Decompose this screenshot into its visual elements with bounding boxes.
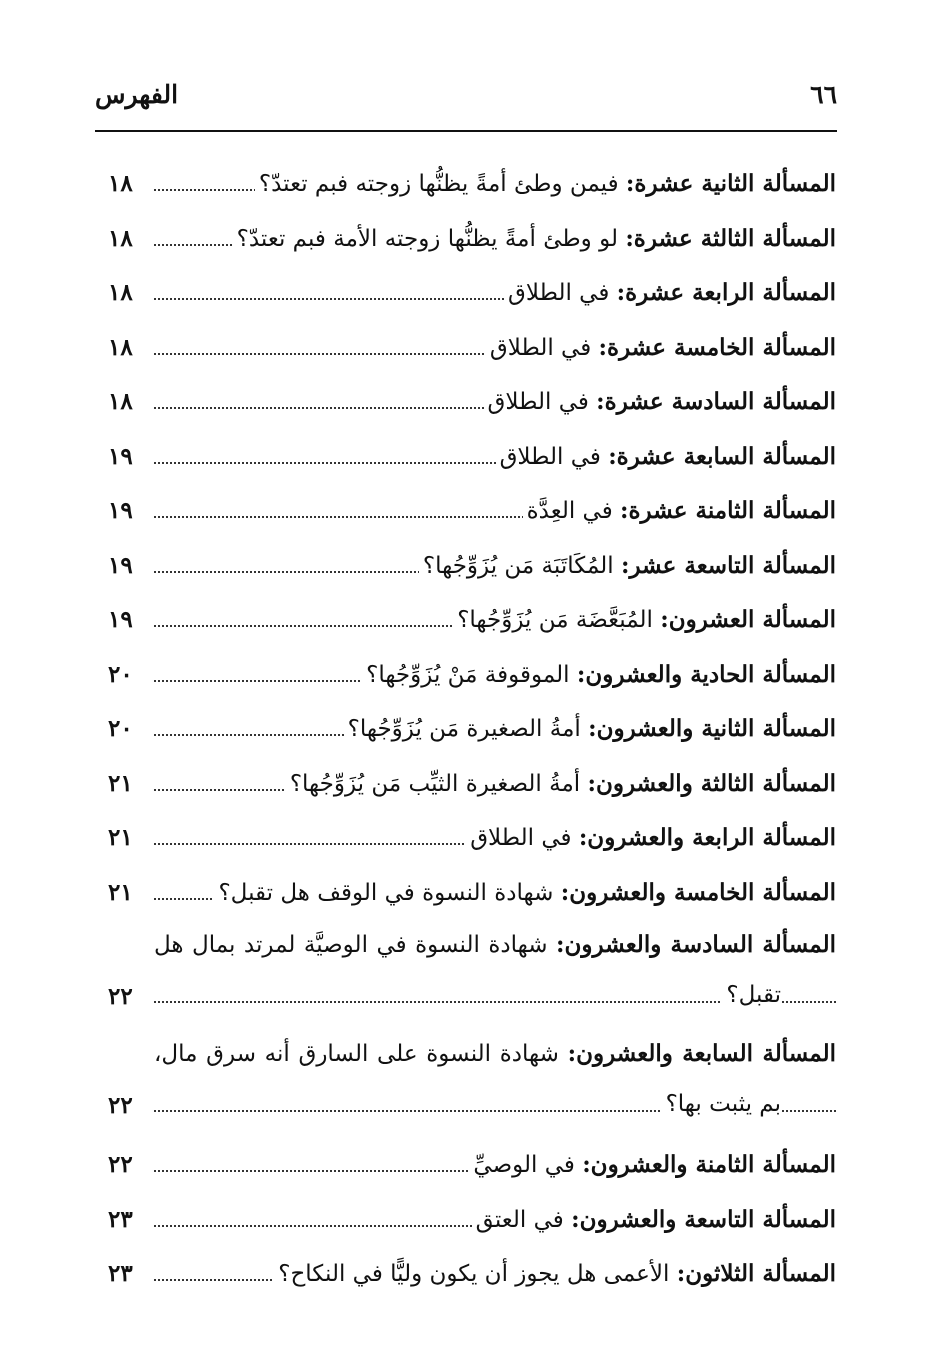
entry-label: المسألة الحادية والعشرون: — [576, 660, 836, 688]
toc-entry — [108, 485, 836, 540]
entry-label: المسألة الثالثة عشرة: — [625, 224, 836, 252]
entry-page-number: ٢٠ — [108, 660, 133, 688]
entry-page-number: ٢١ — [108, 769, 133, 797]
entry-page-number: ١٨ — [108, 388, 133, 415]
entry-label: المسألة السادسة عشرة: — [596, 388, 836, 415]
toc-entry — [108, 758, 836, 813]
section-title: الفهرس — [95, 80, 179, 109]
entry-text: شهادة النسوة في الوقف هل تقبل؟ — [218, 879, 554, 906]
entry-text: في الطلاق — [487, 389, 589, 415]
entry-label: المسألة الثلاثون: — [676, 1260, 836, 1287]
entry-page-number: ١٩ — [108, 606, 133, 633]
entry-text: لو وطئ أمةً يظنُّها زوجته الأمة فبم تعتدّ؟ — [236, 225, 618, 252]
entry-text: في الطلاق — [489, 334, 592, 361]
toc-entry — [108, 867, 836, 922]
entry-label: المسألة الثامنة عشرة: — [620, 497, 836, 524]
toc-entry — [108, 649, 836, 704]
entry-page-number: ٢٢ — [108, 1092, 133, 1119]
entry-page-number: ٢٣ — [108, 1205, 133, 1233]
entry-label: المسألة الثالثة والعشرون: — [587, 769, 836, 797]
toc-entry — [108, 322, 836, 377]
entry-text: المُكَاتَبَة مَن يُزَوِّجُها؟ — [422, 552, 614, 579]
toc-entry — [108, 1030, 836, 1139]
entry-label: المسألة الرابعة والعشرون: — [578, 824, 836, 851]
entry-text-continued: تقبل؟ — [722, 977, 781, 1013]
entry-label: المسألة التاسعة عشر: — [620, 551, 836, 579]
entry-text: الأعمى هل يجوز أن يكون وليًّا في النكاح؟ — [278, 1261, 670, 1287]
toc-entry — [108, 1194, 836, 1249]
page-number: ٦٦ — [810, 80, 837, 109]
entry-text: شهادة النسوة في الوصيَّة لمرتد بمال هل — [154, 932, 548, 958]
entry-text: في الطلاق — [499, 443, 601, 470]
toc-entry — [108, 158, 836, 213]
entry-page-number: ٢٢ — [108, 983, 133, 1010]
entry-text: أمةُ الصغيرة الثيِّب مَن يُزَوِّجُها؟ — [289, 770, 581, 797]
entry-page-number: ٢٢ — [108, 1151, 133, 1178]
entry-label: المسألة السادسة والعشرون: — [556, 931, 836, 958]
entry-page-number: ١٩ — [108, 497, 133, 524]
entry-label: المسألة السابعة عشرة: — [608, 442, 836, 470]
entry-text: الموقوفة مَنْ يُزَوِّجُها؟ — [366, 661, 570, 688]
entry-page-number: ١٩ — [108, 551, 133, 579]
toc-entry — [108, 703, 836, 758]
toc-entry — [108, 921, 836, 1030]
entry-page-number: ٢١ — [108, 878, 133, 906]
toc-entry — [108, 1248, 836, 1303]
entry-label: المسألة التاسعة والعشرون: — [571, 1205, 836, 1233]
entry-text: في الطلاق — [508, 280, 610, 306]
entry-text: شهادة النسوة على السارق أنه سرق مال، — [154, 1041, 559, 1067]
toc-entry — [108, 431, 836, 486]
entry-text: فيمن وطئ أمةً يظنُّها زوجته فبم تعتدّ؟ — [258, 171, 619, 197]
entry-page-number: ١٨ — [108, 170, 133, 197]
toc-entry — [108, 1139, 836, 1194]
entry-label: المسألة الثانية عشرة: — [625, 170, 836, 197]
page-header — [95, 70, 837, 132]
entry-text: في العِدَّة — [526, 498, 613, 524]
toc-entry — [108, 267, 836, 322]
entry-text: في الوصيِّ — [473, 1152, 575, 1178]
entry-label: المسألة العشرون: — [660, 606, 836, 633]
entry-label: المسألة الثانية والعشرون: — [588, 715, 836, 742]
entry-page-number: ١٨ — [108, 333, 133, 361]
entry-page-number: ٢٠ — [108, 715, 133, 742]
entry-page-number: ١٨ — [108, 279, 133, 306]
entry-label: المسألة الثامنة والعشرون: — [582, 1151, 836, 1178]
entry-text: في الطلاق — [470, 825, 572, 851]
entry-label: المسألة الخامسة والعشرون: — [560, 878, 836, 906]
entry-text: المُبَعَّضَة مَن يُزَوِّجُها؟ — [457, 607, 653, 633]
entry-label: المسألة الرابعة عشرة: — [616, 279, 836, 306]
toc-entry — [108, 540, 836, 595]
entry-page-number: ٢٣ — [108, 1260, 133, 1287]
entry-label: المسألة الخامسة عشرة: — [598, 333, 836, 361]
entry-text-continued: بم يثبت بها؟ — [662, 1086, 781, 1122]
entry-page-number: ١٨ — [108, 224, 133, 252]
toc-entry — [108, 812, 836, 867]
table-of-contents — [108, 158, 836, 1303]
entry-label: المسألة السابعة والعشرون: — [567, 1040, 836, 1067]
entry-text: في العتق — [475, 1206, 564, 1233]
entry-page-number: ٢١ — [108, 824, 133, 851]
entry-text: أمةُ الصغيرة مَن يُزَوِّجُها؟ — [347, 716, 581, 742]
entry-page-number: ١٩ — [108, 442, 133, 470]
toc-entry — [108, 594, 836, 649]
toc-entry — [108, 376, 836, 431]
toc-entry — [108, 213, 836, 268]
